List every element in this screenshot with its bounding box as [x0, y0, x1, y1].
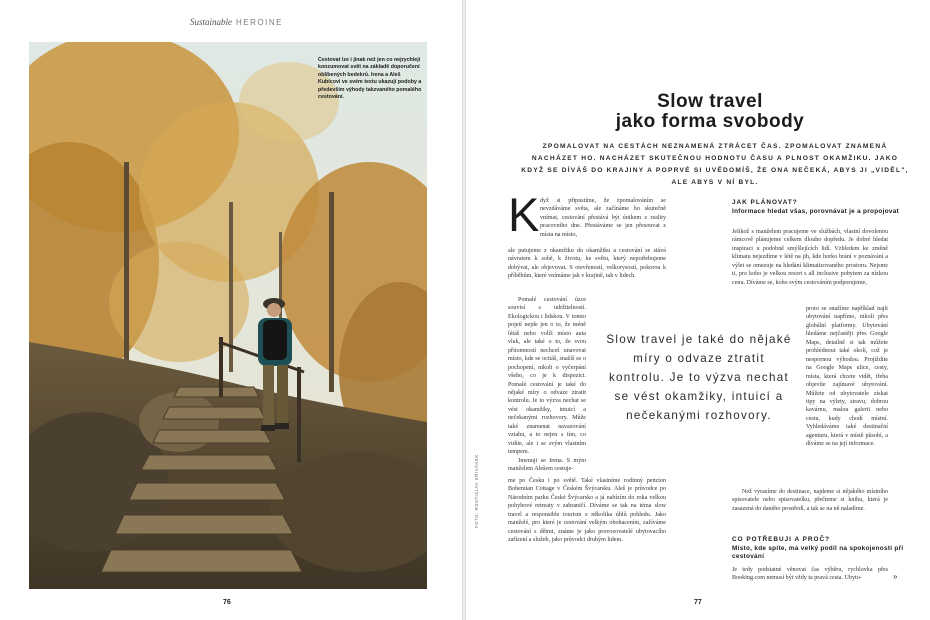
- page-gutter: [462, 0, 466, 620]
- subhead-planning-subtitle: Informace hledat všas, porovnávat je a propojovat: [732, 207, 900, 215]
- title-line-1: Slow travel: [657, 91, 763, 112]
- body-text: me po Česku i po světě. Také vlastníme rodinný penzion Bohemian Cottage v Českém Švýcarsku. Aleš je průvodce po Národním parku České Švýcarsko a já nabízím do roka velkou pohybové retreaty v zahraničí. Díváme se tak na téma slow travel a responsible tourism z několika úhlů pohledu. Jako manželé, pro které je cestování velkým obohacením, zažíváme cestování s dětmi, známe je jako provozovatelé ubytovacího zařízení a služeb, jako průvodci druhým lidem.: [508, 478, 666, 544]
- body-text: Je tedy podstatné věnovat čas výběru, rychlovka přes Booking.com nemusí být vždy ta pravá cesta. Ubyto-: [732, 567, 888, 582]
- lead-paragraph: ZPOMALOVAT NA CESTÁCH NEZNAMENÁ ZTRÁCET ČAS. ZPOMALOVAT ZNAMENÁ NACHÁZET HO. NACHÁZET SKUTEČNOU HODNOTU ČASU A PLNOST OKAMŽIKU. JAKO KDYŽ SE DÍVÁŠ DO KRAJINY A POPRVÉ SI UVĚDOMÍŠ, ŽE ONA NEČEKÁ, ABYS JI „VIDĚL", ALE ABYS V NÍ BYL.: [521, 143, 909, 186]
- body-text: Jelikož s manželem pracujeme ve službách, vlastní dovolenou rámcově plánujeme celkem dlouho dopředu. Je dobré hledat inspiraci u podobně smýšlejících lidí. Vzhledem ke změně klimatu nejezdíme v létě na jih, kde horko brání v poznávání a výlet se omezuje na hledání klimatizovaného prostoru. Nejsme ti, pro koho je velkou resort s all inclusive pobytem za nízkou cenu. Díváme se, koho svým cestováním podporujeme,: [732, 229, 888, 286]
- subhead-planning-title: JAK PLÁNOVAT?: [732, 199, 798, 206]
- body-col2-top: [732, 228, 888, 287]
- page-number-left: 76: [223, 599, 231, 606]
- page-number-right: 77: [694, 599, 702, 606]
- pull-quote: Slow travel je také do nějaké míry o odvaze ztratit kontrolu. Je to výzva nechat se vést okamžiky, intuicí a nečekanými rozhovory.: [606, 333, 792, 422]
- continue-arrow-icon: »: [893, 572, 898, 581]
- body-col2-narrow: [806, 305, 888, 449]
- photo-credit: FOTO: ROSTISLAV KŘIVÁNEK: [474, 454, 479, 528]
- subhead-needs-subtitle: Místo, kde spíte, má velký podíl na spokojenosti při cestování: [732, 544, 904, 561]
- forest-stairs-illustration: [29, 42, 427, 589]
- body-text: Než vyrazíme do destinace, najdeme si nějakého místního spisovatele nebo spisovatelku, přečteme si knihu, která je zasazená do daného prostředí, a tak se na ně naladíme.: [732, 489, 888, 512]
- article-title: [600, 92, 820, 132]
- running-head-caps: HEROINE: [236, 18, 283, 27]
- body-text: Pomalé cestování úzce souvisí s udržitelností. Ekologickou i lidskou. V tomto pojetí nejde jen o to, že méně létáš nebo volíš místo auta vlak, ale také o to, že svou přítomností nechceš unavovat místo, kde se ocitáš, snažíš se o pochopení, nikoli o vyčerpání všeho, co je k dispozici. Pomalé cestování je také do nějaké míry o odvaze ztratit kontrolu. Je to výzva nechat se vést okamžiky, intuicí a nečekanými rozhovory. Může také znamenat navazování vztahu, a to nejen s tím, co vidíte, ale i se svým vlastním tempem.: [508, 297, 586, 456]
- body-text: ale putujeme z okamžiku do okamžiku a cestování se stává návratem k sobě, k životu, ke světu, který nepotřebujeme dobývat, ale objevovat. S otevřeností, velkorysostí, pokorou k příběhům, které vnímáme jak v krajině, tak v lidech.: [508, 248, 666, 280]
- title-line-2: jako forma svobody: [615, 111, 805, 132]
- photo-caption: Cestovat lze i jinak než jen co nejrychleji konzumovat svět na základě doporučení oblíbených bedekrů. Irena a Aleš Kubícovi ve svém textu ukazují podoby a především výhody takzvaného pomalého cestování.: [318, 57, 422, 101]
- body-text: dyž si připustíme, že zpomalováním se nevzdáváme světa, ale začínáme ho skutečně vnímat, cestování přestává být únikem z reality pracovního dne. Přestáváme se jen přesouvat z místa na místo,: [540, 198, 666, 238]
- body-text: proto se snažíme například najít ubytování napřímo, nikoli přes globální platformy. Ubytování hledáme nejčastěji přes Google Maps, detailně si tak můžete prohlédnout také okolí, což je nespornou výhodou. Projíždíte na Google Maps ulice, cesty, místa, která chcete vidět, třeba objevíte zajímavé ubytování. Můžete od ubytovatele získat tipy na výlety, stravu, dobrou kavárnu, malou galerii nebo cestu, kudy chodí místní. Vyhledáváme také destinační agenturu, která v místě působí, a díváme se na její informace.: [806, 306, 888, 448]
- subhead-needs-title: CO POTŘEBUJI A PROČ?: [732, 536, 830, 543]
- body-col1-wide: [508, 247, 666, 281]
- drop-cap: K: [508, 188, 540, 241]
- subhead-needs: [732, 536, 930, 562]
- running-head: [190, 17, 283, 27]
- body-text: Jmenuji se Irena. S mým manželem Alešem cestuje-: [508, 457, 586, 473]
- body-col1-narrow: [508, 296, 586, 474]
- subhead-planning: [732, 199, 899, 216]
- left-page: [0, 0, 463, 620]
- body-col2-bottom: [732, 566, 888, 583]
- body-col2-wide: [732, 488, 888, 513]
- body-col1-bottom: [508, 477, 666, 545]
- running-head-italic: Sustainable: [190, 17, 232, 27]
- hiker-photo: [29, 42, 427, 589]
- body-col1-opening: [540, 197, 666, 239]
